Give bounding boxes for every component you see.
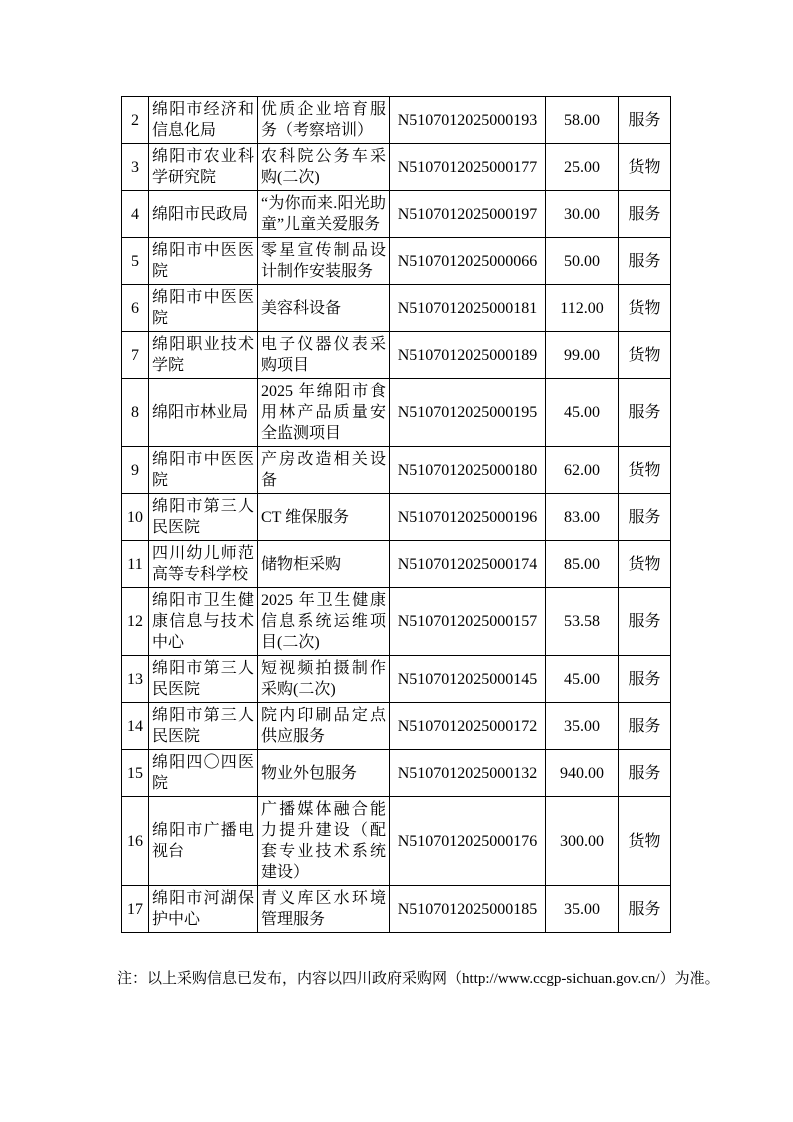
purchaser-name-cell: 绵阳市第三人民医院	[149, 703, 258, 750]
row-number-cell: 11	[122, 541, 149, 588]
purchase-type-cell: 服务	[619, 379, 671, 447]
amount-cell: 30.00	[546, 191, 619, 238]
purchase-type-cell: 服务	[619, 191, 671, 238]
purchaser-name-cell: 绵阳市中医医院	[149, 238, 258, 285]
procurement-table	[121, 96, 671, 933]
table-row	[122, 703, 671, 750]
project-name-cell: 2025 年卫生健康信息系统运维项目(二次)	[258, 588, 390, 656]
amount-cell: 83.00	[546, 494, 619, 541]
project-name-cell: “为你而来.阳光助童”儿童关爱服务	[258, 191, 390, 238]
project-name-cell: 广播媒体融合能力提升建设（配套专业技术系统建设）	[258, 797, 390, 886]
project-name-cell: 优质企业培育服务（考察培训）	[258, 97, 390, 144]
procurement-table-body	[122, 97, 671, 933]
purchaser-name-cell: 绵阳市河湖保护中心	[149, 886, 258, 933]
project-code-cell: N5107012025000193	[390, 97, 546, 144]
purchase-type-cell: 货物	[619, 332, 671, 379]
amount-cell: 45.00	[546, 656, 619, 703]
purchase-type-cell: 货物	[619, 541, 671, 588]
table-row	[122, 886, 671, 933]
amount-cell: 35.00	[546, 886, 619, 933]
project-name-cell: CT 维保服务	[258, 494, 390, 541]
table-row	[122, 191, 671, 238]
project-name-cell: 产房改造相关设备	[258, 447, 390, 494]
project-name-cell: 青义库区水环境管理服务	[258, 886, 390, 933]
row-number-cell: 10	[122, 494, 149, 541]
table-row	[122, 238, 671, 285]
table-row	[122, 750, 671, 797]
row-number-cell: 4	[122, 191, 149, 238]
project-name-cell: 院内印刷品定点供应服务	[258, 703, 390, 750]
table-row	[122, 494, 671, 541]
project-name-cell: 储物柜采购	[258, 541, 390, 588]
table-row	[122, 797, 671, 886]
row-number-cell: 13	[122, 656, 149, 703]
row-number-cell: 16	[122, 797, 149, 886]
amount-cell: 62.00	[546, 447, 619, 494]
row-number-cell: 9	[122, 447, 149, 494]
purchase-type-cell: 货物	[619, 797, 671, 886]
purchase-type-cell: 服务	[619, 750, 671, 797]
purchaser-name-cell: 绵阳市民政局	[149, 191, 258, 238]
purchase-type-cell: 服务	[619, 238, 671, 285]
row-number-cell: 8	[122, 379, 149, 447]
project-code-cell: N5107012025000185	[390, 886, 546, 933]
project-code-cell: N5107012025000145	[390, 656, 546, 703]
row-number-cell: 7	[122, 332, 149, 379]
amount-cell: 45.00	[546, 379, 619, 447]
purchase-type-cell: 货物	[619, 285, 671, 332]
amount-cell: 85.00	[546, 541, 619, 588]
project-name-cell: 零星宣传制品设计制作安装服务	[258, 238, 390, 285]
purchaser-name-cell: 四川幼儿师范高等专科学校	[149, 541, 258, 588]
purchaser-name-cell: 绵阳四〇四医院	[149, 750, 258, 797]
purchase-type-cell: 服务	[619, 588, 671, 656]
project-code-cell: N5107012025000195	[390, 379, 546, 447]
purchase-type-cell: 服务	[619, 886, 671, 933]
purchaser-name-cell: 绵阳市卫生健康信息与技术中心	[149, 588, 258, 656]
purchaser-name-cell: 绵阳市中医医院	[149, 285, 258, 332]
project-code-cell: N5107012025000066	[390, 238, 546, 285]
project-code-cell: N5107012025000177	[390, 144, 546, 191]
row-number-cell: 14	[122, 703, 149, 750]
table-row	[122, 285, 671, 332]
row-number-cell: 6	[122, 285, 149, 332]
amount-cell: 50.00	[546, 238, 619, 285]
purchase-type-cell: 服务	[619, 656, 671, 703]
amount-cell: 58.00	[546, 97, 619, 144]
amount-cell: 300.00	[546, 797, 619, 886]
purchaser-name-cell: 绵阳市中医医院	[149, 447, 258, 494]
table-row	[122, 144, 671, 191]
project-code-cell: N5107012025000181	[390, 285, 546, 332]
project-name-cell: 电子仪器仪表采购项目	[258, 332, 390, 379]
row-number-cell: 3	[122, 144, 149, 191]
amount-cell: 35.00	[546, 703, 619, 750]
table-row	[122, 588, 671, 656]
purchaser-name-cell: 绵阳市农业科学研究院	[149, 144, 258, 191]
project-code-cell: N5107012025000189	[390, 332, 546, 379]
project-code-cell: N5107012025000176	[390, 797, 546, 886]
purchase-type-cell: 货物	[619, 144, 671, 191]
purchase-type-cell: 服务	[619, 97, 671, 144]
row-number-cell: 5	[122, 238, 149, 285]
table-row	[122, 97, 671, 144]
table-row	[122, 656, 671, 703]
amount-cell: 112.00	[546, 285, 619, 332]
project-code-cell: N5107012025000132	[390, 750, 546, 797]
amount-cell: 53.58	[546, 588, 619, 656]
project-name-cell: 农科院公务车采购(二次)	[258, 144, 390, 191]
footnote: 注：以上采购信息已发布，内容以四川政府采购网（http://www.ccgp-sichuan.gov.cn/）为准。	[117, 971, 720, 987]
project-code-cell: N5107012025000197	[390, 191, 546, 238]
project-code-cell: N5107012025000172	[390, 703, 546, 750]
table-row	[122, 332, 671, 379]
project-code-cell: N5107012025000180	[390, 447, 546, 494]
purchaser-name-cell: 绵阳市经济和信息化局	[149, 97, 258, 144]
purchaser-name-cell: 绵阳市林业局	[149, 379, 258, 447]
purchaser-name-cell: 绵阳职业技术学院	[149, 332, 258, 379]
row-number-cell: 17	[122, 886, 149, 933]
row-number-cell: 15	[122, 750, 149, 797]
project-code-cell: N5107012025000157	[390, 588, 546, 656]
table-row	[122, 541, 671, 588]
table-row	[122, 447, 671, 494]
project-code-cell: N5107012025000174	[390, 541, 546, 588]
purchase-type-cell: 服务	[619, 703, 671, 750]
project-code-cell: N5107012025000196	[390, 494, 546, 541]
project-name-cell: 2025 年绵阳市食用林产品质量安全监测项目	[258, 379, 390, 447]
project-name-cell: 物业外包服务	[258, 750, 390, 797]
purchase-type-cell: 服务	[619, 494, 671, 541]
purchase-type-cell: 货物	[619, 447, 671, 494]
project-name-cell: 短视频拍摄制作采购(二次)	[258, 656, 390, 703]
purchaser-name-cell: 绵阳市广播电视台	[149, 797, 258, 886]
purchaser-name-cell: 绵阳市第三人民医院	[149, 494, 258, 541]
row-number-cell: 12	[122, 588, 149, 656]
project-name-cell: 美容科设备	[258, 285, 390, 332]
row-number-cell: 2	[122, 97, 149, 144]
table-row	[122, 379, 671, 447]
amount-cell: 25.00	[546, 144, 619, 191]
purchaser-name-cell: 绵阳市第三人民医院	[149, 656, 258, 703]
amount-cell: 940.00	[546, 750, 619, 797]
amount-cell: 99.00	[546, 332, 619, 379]
